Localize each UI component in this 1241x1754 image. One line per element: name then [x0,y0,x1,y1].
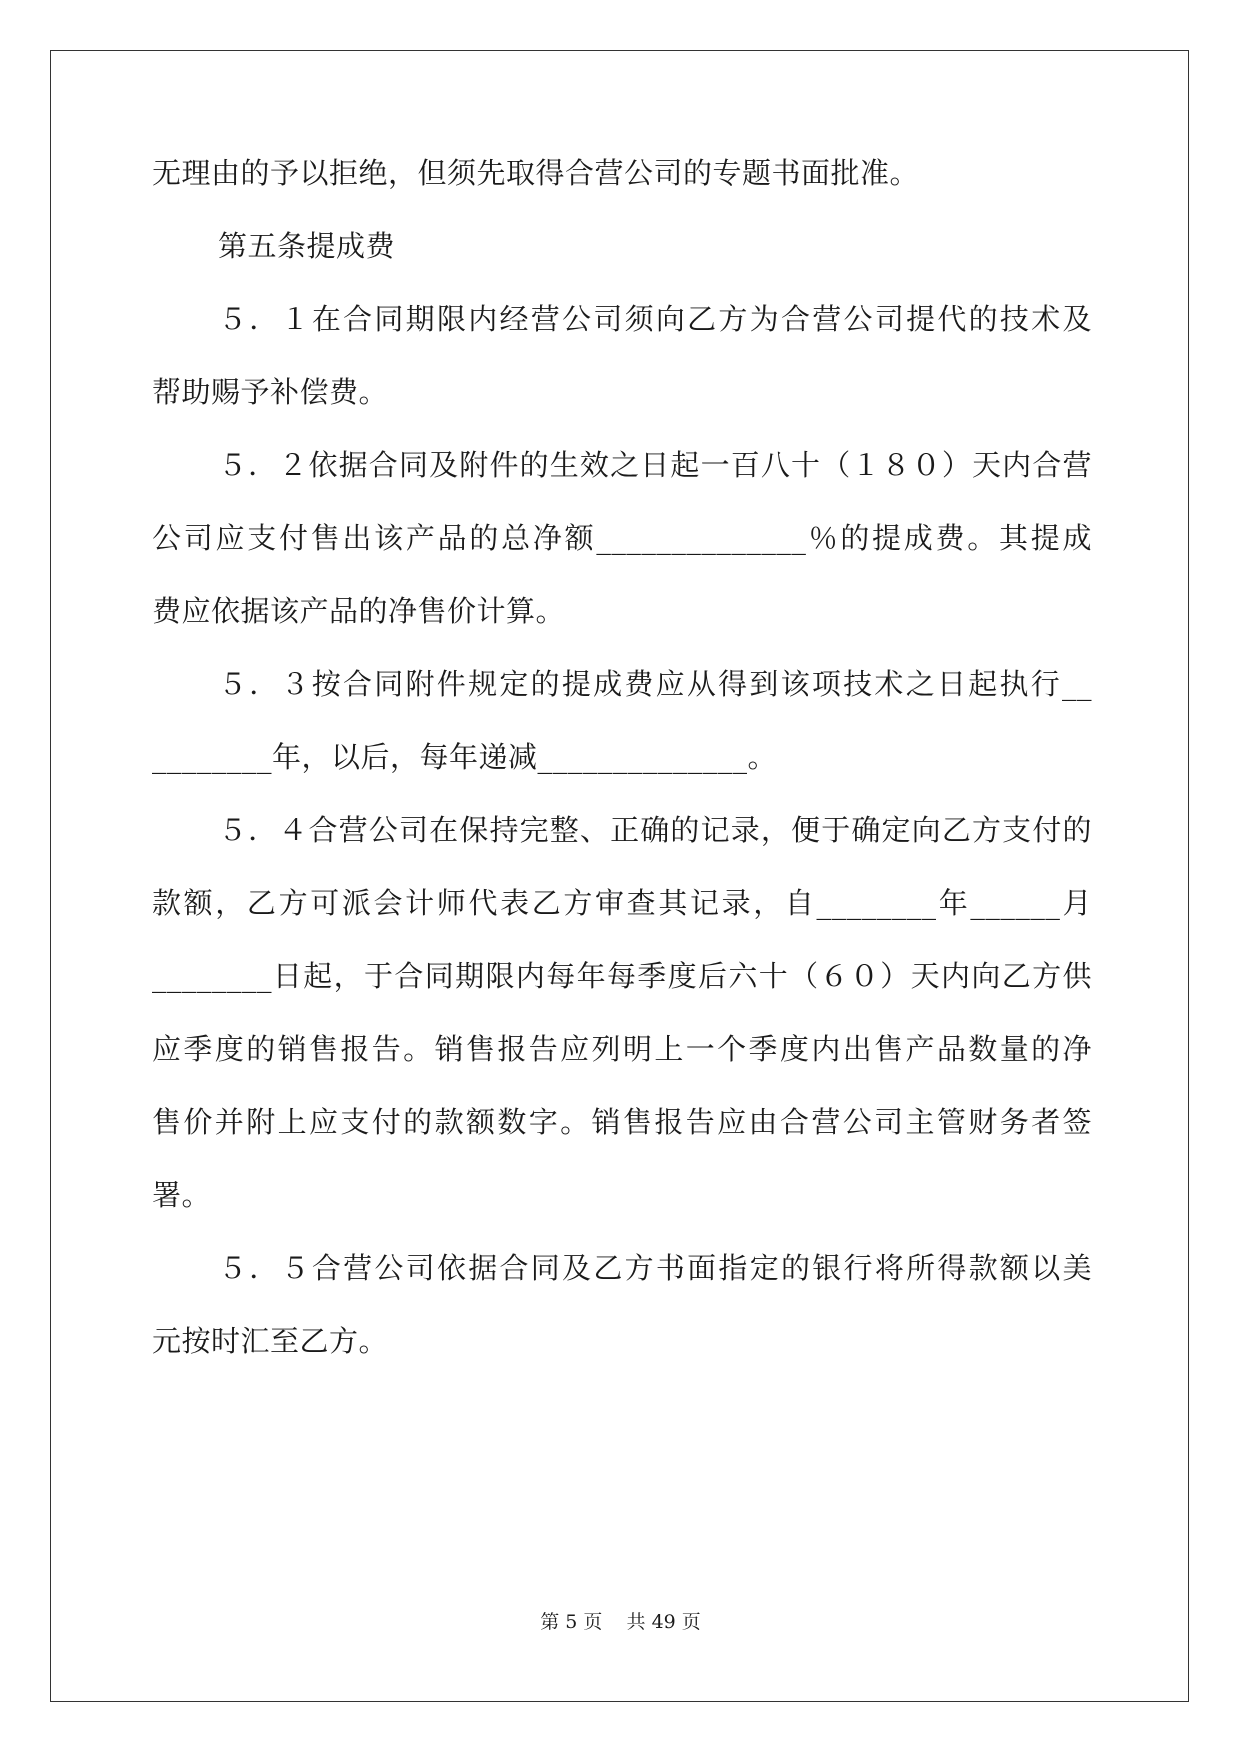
paragraph-line: 无理由的予以拒绝，但须先取得合营公司的专题书面批准。 [152,156,920,190]
page-number-footer: 第 5 页 共 49 页 [540,1611,701,1633]
clause-5-4-line-2: 款额，乙方可派会计师代表乙方审查其记录，自________年______月 [152,886,1092,920]
clause-5-4-line-6: 署。 [152,1178,212,1212]
clause-5-5-line-1: ５．５合营公司依据合同及乙方书面指定的银行将所得款额以美 [218,1251,1092,1285]
clause-5-1-line-1: ５．１在合同期限内经营公司须向乙方为合营公司提代的技术及 [218,302,1092,336]
clause-5-2-line-1: ５．２依据合同及附件的生效之日起一百八十（１８０）天内合营 [218,448,1092,482]
clause-5-2-line-3: 费应依据该产品的净售价计算。 [152,594,566,628]
clause-5-2-line-2: 公司应支付售出该产品的总净额______________％的提成费。其提成 [152,521,1092,555]
clause-5-3-line-1: ５．３按合同附件规定的提成费应从得到该项技术之日起执行__ [218,667,1092,701]
clause-5-4-line-4: 应季度的销售报告。销售报告应列明上一个季度内出售产品数量的净 [152,1032,1092,1066]
clause-5-4-line-3: ________日起，于合同期限内每年每季度后六十（６０）天内向乙方供 [152,959,1092,993]
article-heading: 第五条提成费 [218,229,396,263]
clause-5-1-line-2: 帮助赐予补偿费。 [152,375,389,409]
clause-5-5-line-2: 元按时汇至乙方。 [152,1324,389,1358]
clause-5-4-line-5: 售价并附上应支付的款额数字。销售报告应由合营公司主管财务者签 [152,1105,1092,1139]
clause-5-3-line-2: ________年，以后，每年递减______________。 [152,740,778,774]
page-border [50,50,1189,1702]
clause-5-4-line-1: ５．４合营公司在保持完整、正确的记录，便于确定向乙方支付的 [218,813,1092,847]
